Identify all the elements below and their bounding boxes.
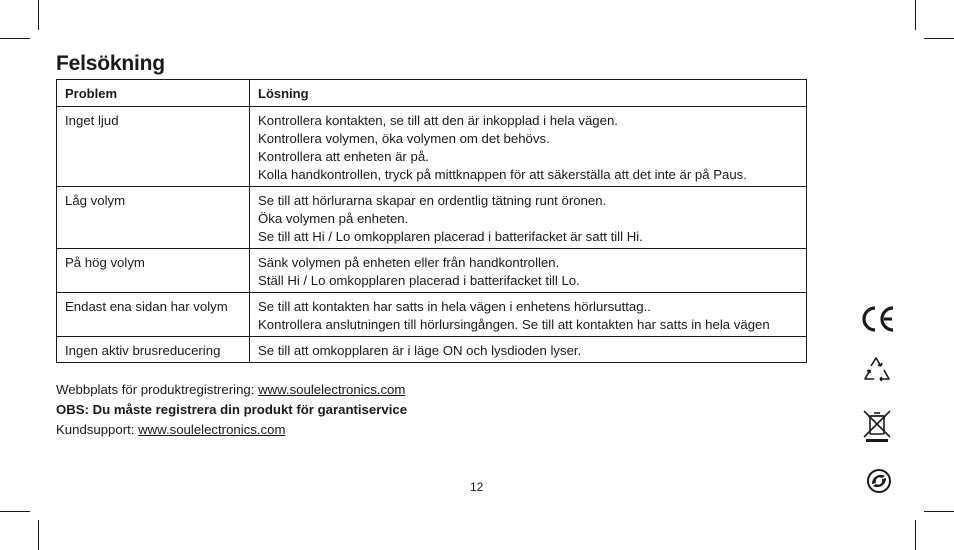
problem-cell: Låg volym [57, 187, 250, 249]
crop-mark [38, 0, 39, 30]
recycle-icon [860, 354, 894, 386]
column-header-problem: Problem [57, 80, 250, 107]
footer-info [56, 380, 407, 440]
support-link[interactable]: www.soulelectronics.com [138, 422, 286, 437]
solution-line: Ställ Hi / Lo omkopplaren placerad i batterifacket till Lo. [258, 273, 580, 288]
solution-line: Se till att hörlurarna skapar en ordentlig tätning runt öronen. [258, 193, 607, 208]
solution-line: Kontrollera att enheten är på. [258, 149, 429, 164]
table-row [57, 293, 807, 337]
solution-line: Kontrollera anslutningen till hörlursingången. Se till att kontakten har satts in hela vägen [258, 317, 770, 332]
ce-mark-icon [860, 304, 896, 334]
crop-mark [924, 511, 954, 512]
problem-cell: Inget ljud [57, 107, 250, 187]
table-row [57, 249, 807, 293]
crop-mark [924, 38, 954, 39]
weee-bin-icon [860, 408, 894, 444]
solution-line: Sänk volymen på enheten eller från handkontrollen. [258, 255, 560, 270]
table-row [57, 107, 807, 187]
troubleshooting-table [56, 79, 807, 363]
problem-cell: Endast ena sidan har volym [57, 293, 250, 337]
solution-line: Kolla handkontrollen, tryck på mittknappen för att säkerställa att det inte är på Paus. [258, 167, 747, 182]
problem-cell: På hög volym [57, 249, 250, 293]
support-line [56, 420, 407, 440]
solution-line: Kontrollera volymen, öka volymen om det behövs. [258, 131, 550, 146]
solution-line: Kontrollera kontakten, se till att den är inkopplad i hela vägen. [258, 113, 618, 128]
support-label: Kundsupport: [56, 422, 139, 437]
crop-mark [38, 520, 39, 550]
solution-line: Öka volymen på enheten. [258, 211, 409, 226]
table-row [57, 187, 807, 249]
table-header-row [57, 80, 807, 107]
solution-cell [250, 337, 807, 363]
problem-cell: Ingen aktiv brusreducering [57, 337, 250, 363]
crop-mark [915, 0, 916, 30]
solution-cell [250, 249, 807, 293]
registration-label: Webbplats för produktregistrering: [56, 382, 259, 397]
solution-cell [250, 107, 807, 187]
solution-cell [250, 293, 807, 337]
crop-mark [915, 520, 916, 550]
solution-line: Se till att omkopplaren är i läge ON och lysdioden lyser. [258, 343, 582, 358]
crop-mark [0, 511, 30, 512]
column-header-solution: Lösning [250, 80, 807, 107]
solution-line: Se till att Hi / Lo omkopplaren placerad i batterifacket är satt till Hi. [258, 229, 643, 244]
crop-mark [0, 38, 30, 39]
solution-cell [250, 187, 807, 249]
page-title: Felsökning [56, 52, 165, 75]
warranty-note: OBS: Du måste registrera din produkt för garantiservice [56, 402, 408, 417]
table-row [57, 337, 807, 363]
page-number: 12 [470, 480, 484, 494]
registration-line [56, 380, 407, 400]
solution-line: Se till att kontakten har satts in hela vägen i enhetens hörlursuttag.. [258, 299, 651, 314]
green-dot-icon [864, 466, 894, 496]
registration-link[interactable]: www.soulelectronics.com [258, 382, 406, 397]
